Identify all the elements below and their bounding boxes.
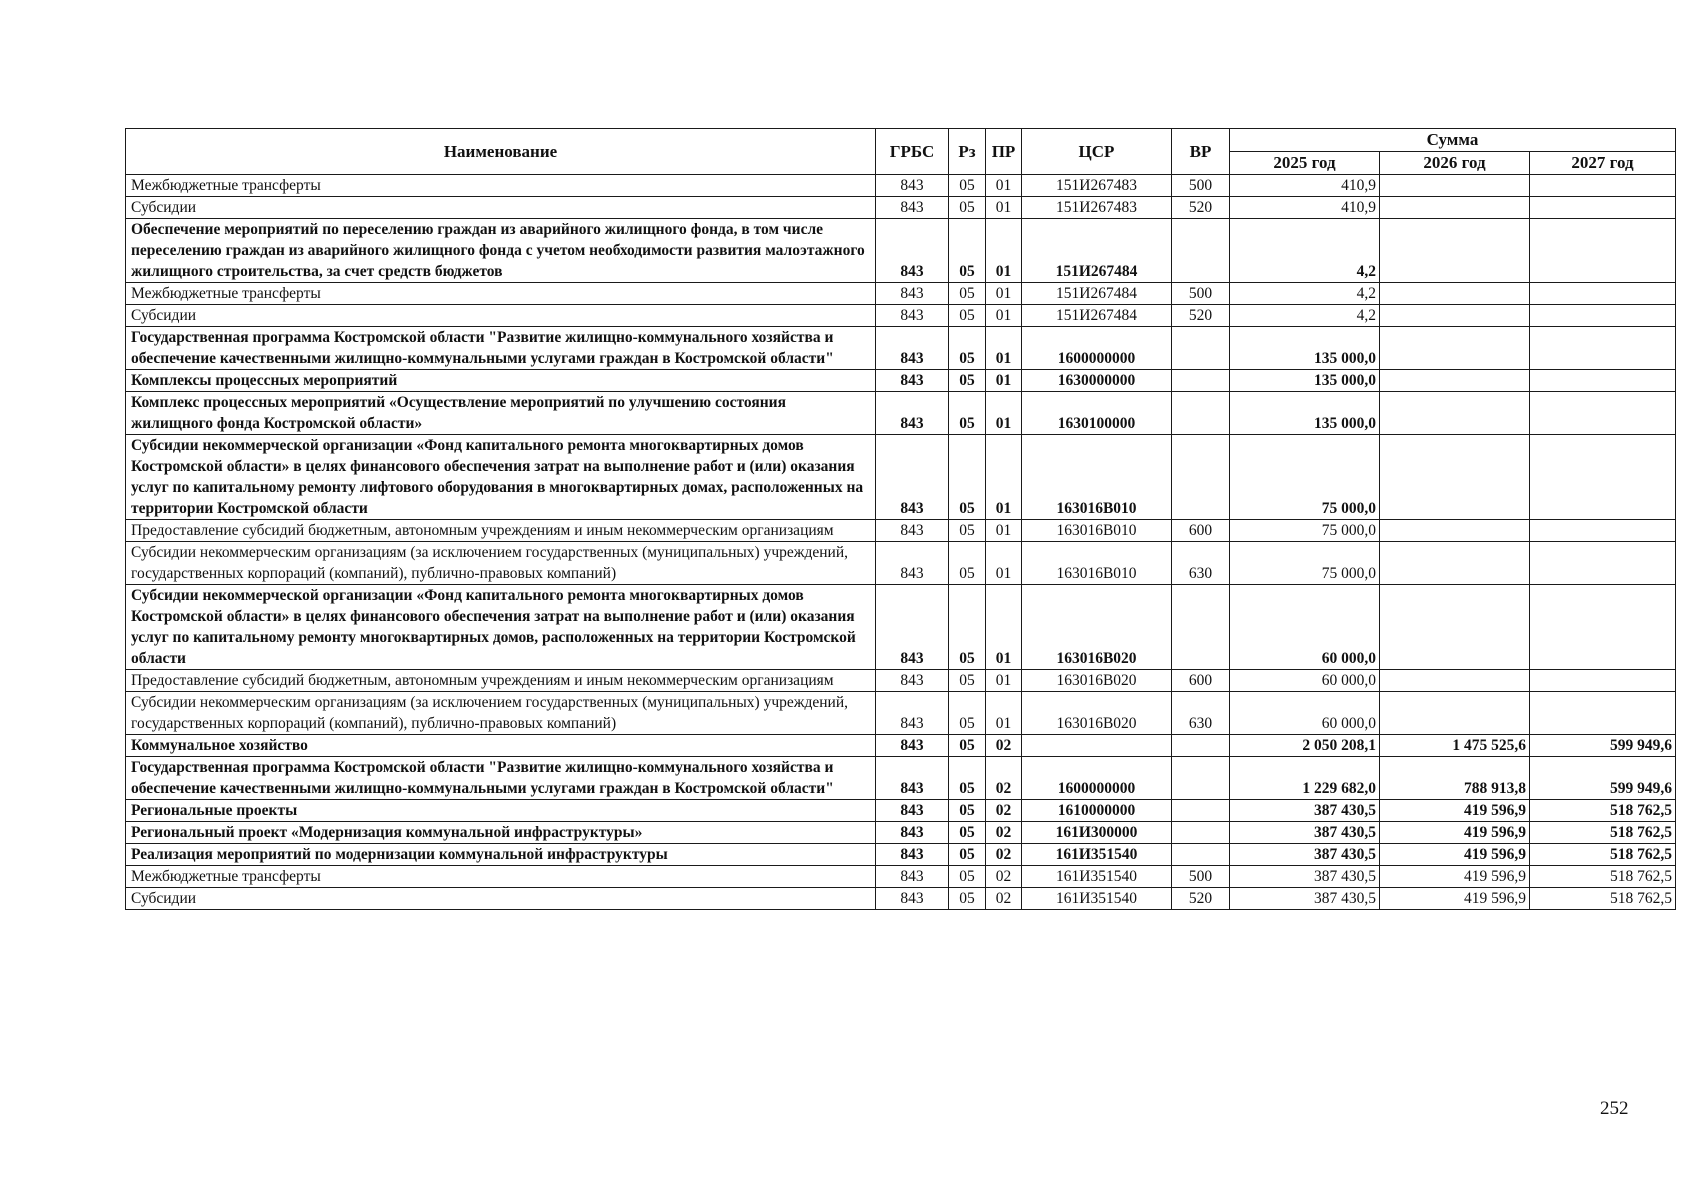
table-row <box>126 585 1676 670</box>
header-csr: ЦСР <box>1022 129 1172 175</box>
cell-vr <box>1172 585 1230 670</box>
cell-2027: 599 949,6 <box>1530 735 1676 757</box>
cell-pr: 02 <box>986 866 1022 888</box>
cell-csr: 163016В010 <box>1022 542 1172 585</box>
cell-2026 <box>1380 542 1530 585</box>
cell-2026 <box>1380 197 1530 219</box>
cell-2027: 518 762,5 <box>1530 800 1676 822</box>
cell-pr: 01 <box>986 542 1022 585</box>
cell-pr: 01 <box>986 670 1022 692</box>
cell-2025: 387 430,5 <box>1230 822 1380 844</box>
cell-2026: 419 596,9 <box>1380 866 1530 888</box>
cell-2025: 410,9 <box>1230 197 1380 219</box>
cell-name: Региональные проекты <box>126 800 876 822</box>
cell-2027 <box>1530 197 1676 219</box>
cell-pr: 01 <box>986 370 1022 392</box>
cell-rz: 05 <box>949 197 986 219</box>
cell-grbs: 843 <box>876 370 949 392</box>
cell-2027 <box>1530 692 1676 735</box>
cell-2026 <box>1380 585 1530 670</box>
cell-name: Субсидии некоммерческой организации «Фонд капитального ремонта многоквартирных домов Костромской области» в целях финансового обеспечения затрат на выполнение работ и (или) оказания услуг по капитальному ремонту лифтового оборудования в многоквартирных домах, расположенных на территории Костромской области <box>126 435 876 520</box>
cell-vr <box>1172 822 1230 844</box>
cell-csr: 161И351540 <box>1022 844 1172 866</box>
cell-csr: 163016В020 <box>1022 670 1172 692</box>
cell-rz: 05 <box>949 542 986 585</box>
table-row <box>126 735 1676 757</box>
table-row <box>126 800 1676 822</box>
cell-grbs: 843 <box>876 800 949 822</box>
cell-grbs: 843 <box>876 435 949 520</box>
cell-rz: 05 <box>949 305 986 327</box>
cell-vr: 520 <box>1172 305 1230 327</box>
table-row <box>126 219 1676 283</box>
cell-name: Предоставление субсидий бюджетным, автономным учреждениям и иным некоммерческим организациям <box>126 670 876 692</box>
cell-2027 <box>1530 219 1676 283</box>
table-row <box>126 888 1676 910</box>
cell-grbs: 843 <box>876 327 949 370</box>
cell-pr: 01 <box>986 283 1022 305</box>
cell-2027 <box>1530 327 1676 370</box>
cell-2027: 518 762,5 <box>1530 822 1676 844</box>
cell-vr: 630 <box>1172 542 1230 585</box>
cell-2027: 518 762,5 <box>1530 888 1676 910</box>
cell-2026 <box>1380 435 1530 520</box>
cell-2025: 75 000,0 <box>1230 520 1380 542</box>
cell-rz: 05 <box>949 392 986 435</box>
cell-rz: 05 <box>949 692 986 735</box>
cell-name: Региональный проект «Модернизация коммунальной инфраструктуры» <box>126 822 876 844</box>
table-row <box>126 670 1676 692</box>
cell-pr: 02 <box>986 844 1022 866</box>
cell-pr: 01 <box>986 692 1022 735</box>
cell-name: Субсидии некоммерческой организации «Фонд капитального ремонта многоквартирных домов Костромской области» в целях финансового обеспечения затрат на выполнение работ и (или) оказания услуг по капитальному ремонту многоквартирных домов, расположенных на территории Костромской области <box>126 585 876 670</box>
cell-rz: 05 <box>949 800 986 822</box>
cell-rz: 05 <box>949 888 986 910</box>
cell-pr: 01 <box>986 435 1022 520</box>
cell-vr: 520 <box>1172 197 1230 219</box>
cell-csr: 161И351540 <box>1022 888 1172 910</box>
table-row <box>126 197 1676 219</box>
cell-csr: 161И351540 <box>1022 866 1172 888</box>
cell-csr: 163016В020 <box>1022 585 1172 670</box>
cell-csr: 1630000000 <box>1022 370 1172 392</box>
cell-2026 <box>1380 219 1530 283</box>
cell-2026: 419 596,9 <box>1380 822 1530 844</box>
cell-name: Предоставление субсидий бюджетным, автономным учреждениям и иным некоммерческим организациям <box>126 520 876 542</box>
cell-csr: 1600000000 <box>1022 327 1172 370</box>
cell-2025: 4,2 <box>1230 219 1380 283</box>
cell-grbs: 843 <box>876 822 949 844</box>
header-pr: ПР <box>986 129 1022 175</box>
cell-grbs: 843 <box>876 844 949 866</box>
cell-grbs: 843 <box>876 392 949 435</box>
cell-csr: 151И267484 <box>1022 305 1172 327</box>
cell-name: Комплекс процессных мероприятий «Осуществление мероприятий по улучшению состояния жилищного фонда Костромской области» <box>126 392 876 435</box>
cell-vr <box>1172 800 1230 822</box>
cell-2025: 387 430,5 <box>1230 800 1380 822</box>
cell-grbs: 843 <box>876 670 949 692</box>
cell-rz: 05 <box>949 327 986 370</box>
cell-2027 <box>1530 175 1676 197</box>
cell-vr <box>1172 844 1230 866</box>
header-sum: Сумма <box>1230 129 1676 152</box>
cell-grbs: 843 <box>876 757 949 800</box>
cell-grbs: 843 <box>876 542 949 585</box>
cell-csr: 151И267484 <box>1022 283 1172 305</box>
cell-pr: 02 <box>986 735 1022 757</box>
cell-grbs: 843 <box>876 175 949 197</box>
cell-2026 <box>1380 520 1530 542</box>
cell-2027: 518 762,5 <box>1530 866 1676 888</box>
cell-grbs: 843 <box>876 735 949 757</box>
cell-csr: 151И267484 <box>1022 219 1172 283</box>
cell-name: Межбюджетные трансферты <box>126 866 876 888</box>
table-body <box>126 175 1676 910</box>
cell-2025: 135 000,0 <box>1230 370 1380 392</box>
cell-name: Субсидии <box>126 305 876 327</box>
cell-2025: 75 000,0 <box>1230 542 1380 585</box>
cell-2026 <box>1380 305 1530 327</box>
table-row <box>126 175 1676 197</box>
table-row <box>126 866 1676 888</box>
header-name: Наименование <box>126 129 876 175</box>
cell-pr: 01 <box>986 520 1022 542</box>
header-rz: Рз <box>949 129 986 175</box>
cell-2025: 60 000,0 <box>1230 670 1380 692</box>
cell-csr: 1630100000 <box>1022 392 1172 435</box>
cell-2026: 419 596,9 <box>1380 888 1530 910</box>
cell-2026: 419 596,9 <box>1380 800 1530 822</box>
cell-vr: 500 <box>1172 283 1230 305</box>
cell-rz: 05 <box>949 520 986 542</box>
cell-pr: 02 <box>986 757 1022 800</box>
cell-vr <box>1172 435 1230 520</box>
cell-2027 <box>1530 520 1676 542</box>
cell-csr: 163016В010 <box>1022 435 1172 520</box>
cell-vr <box>1172 327 1230 370</box>
cell-2027 <box>1530 305 1676 327</box>
cell-2025: 1 229 682,0 <box>1230 757 1380 800</box>
cell-2026 <box>1380 692 1530 735</box>
cell-pr: 02 <box>986 800 1022 822</box>
cell-pr: 01 <box>986 305 1022 327</box>
cell-vr: 600 <box>1172 520 1230 542</box>
cell-2027 <box>1530 370 1676 392</box>
cell-rz: 05 <box>949 175 986 197</box>
cell-name: Коммунальное хозяйство <box>126 735 876 757</box>
cell-2027 <box>1530 670 1676 692</box>
cell-csr: 151И267483 <box>1022 197 1172 219</box>
cell-vr <box>1172 757 1230 800</box>
header-vr: ВР <box>1172 129 1230 175</box>
cell-rz: 05 <box>949 283 986 305</box>
cell-name: Обеспечение мероприятий по переселению граждан из аварийного жилищного фонда, в том числе переселению граждан из аварийного жилищного фонда с учетом необходимости развития малоэтажного жилищного строительства, за счет средств бюджетов <box>126 219 876 283</box>
cell-name: Государственная программа Костромской области "Развитие жилищно-коммунального хозяйства и обеспечение качественными жилищно-коммунальными услугами граждан в Костромской области" <box>126 757 876 800</box>
cell-grbs: 843 <box>876 197 949 219</box>
cell-rz: 05 <box>949 735 986 757</box>
cell-csr <box>1022 735 1172 757</box>
cell-2026: 1 475 525,6 <box>1380 735 1530 757</box>
cell-vr: 500 <box>1172 866 1230 888</box>
cell-2026 <box>1380 670 1530 692</box>
cell-grbs: 843 <box>876 219 949 283</box>
cell-2025: 4,2 <box>1230 305 1380 327</box>
cell-vr: 630 <box>1172 692 1230 735</box>
cell-2025: 387 430,5 <box>1230 866 1380 888</box>
cell-2026 <box>1380 283 1530 305</box>
cell-pr: 02 <box>986 888 1022 910</box>
cell-2026 <box>1380 392 1530 435</box>
cell-rz: 05 <box>949 844 986 866</box>
cell-2025: 75 000,0 <box>1230 435 1380 520</box>
cell-name: Государственная программа Костромской области "Развитие жилищно-коммунального хозяйства и обеспечение качественными жилищно-коммунальными услугами граждан в Костромской области" <box>126 327 876 370</box>
cell-rz: 05 <box>949 435 986 520</box>
cell-vr: 600 <box>1172 670 1230 692</box>
header-year-2027: 2027 год <box>1530 152 1676 175</box>
cell-2025: 2 050 208,1 <box>1230 735 1380 757</box>
cell-2025: 387 430,5 <box>1230 888 1380 910</box>
cell-2026 <box>1380 327 1530 370</box>
header-grbs: ГРБС <box>876 129 949 175</box>
cell-csr: 163016В020 <box>1022 692 1172 735</box>
table-row <box>126 305 1676 327</box>
cell-2027: 518 762,5 <box>1530 844 1676 866</box>
header-year-2025: 2025 год <box>1230 152 1380 175</box>
cell-csr: 163016В010 <box>1022 520 1172 542</box>
cell-2027 <box>1530 435 1676 520</box>
cell-vr <box>1172 392 1230 435</box>
cell-2027 <box>1530 283 1676 305</box>
cell-pr: 01 <box>986 175 1022 197</box>
cell-pr: 01 <box>986 197 1022 219</box>
page-number: 252 <box>1600 1098 1629 1119</box>
cell-grbs: 843 <box>876 888 949 910</box>
cell-name: Субсидии некоммерческим организациям (за исключением государственных (муниципальных) учреждений, государственных корпораций (компаний), публично-правовых компаний) <box>126 692 876 735</box>
table-row <box>126 757 1676 800</box>
cell-rz: 05 <box>949 370 986 392</box>
cell-2027: 599 949,6 <box>1530 757 1676 800</box>
cell-rz: 05 <box>949 585 986 670</box>
cell-vr <box>1172 370 1230 392</box>
cell-2025: 135 000,0 <box>1230 327 1380 370</box>
cell-pr: 01 <box>986 219 1022 283</box>
header-year-2026: 2026 год <box>1380 152 1530 175</box>
cell-csr: 1600000000 <box>1022 757 1172 800</box>
cell-csr: 1610000000 <box>1022 800 1172 822</box>
table-row <box>126 392 1676 435</box>
cell-grbs: 843 <box>876 305 949 327</box>
cell-rz: 05 <box>949 219 986 283</box>
cell-grbs: 843 <box>876 520 949 542</box>
cell-rz: 05 <box>949 866 986 888</box>
cell-name: Субсидии <box>126 888 876 910</box>
cell-pr: 01 <box>986 585 1022 670</box>
table-row <box>126 520 1676 542</box>
cell-2027 <box>1530 585 1676 670</box>
cell-grbs: 843 <box>876 692 949 735</box>
cell-name: Межбюджетные трансферты <box>126 283 876 305</box>
cell-vr: 520 <box>1172 888 1230 910</box>
cell-2025: 135 000,0 <box>1230 392 1380 435</box>
cell-name: Субсидии <box>126 197 876 219</box>
cell-pr: 01 <box>986 392 1022 435</box>
cell-2025: 387 430,5 <box>1230 844 1380 866</box>
cell-vr <box>1172 219 1230 283</box>
cell-grbs: 843 <box>876 283 949 305</box>
table-row <box>126 692 1676 735</box>
cell-2026: 419 596,9 <box>1380 844 1530 866</box>
cell-2026: 788 913,8 <box>1380 757 1530 800</box>
cell-rz: 05 <box>949 670 986 692</box>
table-row <box>126 283 1676 305</box>
cell-pr: 01 <box>986 327 1022 370</box>
cell-csr: 161И300000 <box>1022 822 1172 844</box>
cell-name: Реализация мероприятий по модернизации коммунальной инфраструктуры <box>126 844 876 866</box>
table-row <box>126 822 1676 844</box>
cell-2027 <box>1530 392 1676 435</box>
table-row <box>126 435 1676 520</box>
table-row <box>126 844 1676 866</box>
cell-pr: 02 <box>986 822 1022 844</box>
table-row <box>126 542 1676 585</box>
cell-2026 <box>1380 370 1530 392</box>
cell-grbs: 843 <box>876 585 949 670</box>
table-header-row <box>126 129 1676 152</box>
cell-name: Комплексы процессных мероприятий <box>126 370 876 392</box>
cell-vr <box>1172 735 1230 757</box>
cell-2026 <box>1380 175 1530 197</box>
budget-table <box>125 128 1676 910</box>
cell-vr: 500 <box>1172 175 1230 197</box>
cell-2025: 60 000,0 <box>1230 585 1380 670</box>
cell-rz: 05 <box>949 822 986 844</box>
cell-rz: 05 <box>949 757 986 800</box>
cell-2025: 60 000,0 <box>1230 692 1380 735</box>
cell-2027 <box>1530 542 1676 585</box>
cell-2025: 410,9 <box>1230 175 1380 197</box>
table-row <box>126 370 1676 392</box>
cell-csr: 151И267483 <box>1022 175 1172 197</box>
cell-name: Межбюджетные трансферты <box>126 175 876 197</box>
cell-grbs: 843 <box>876 866 949 888</box>
cell-name: Субсидии некоммерческим организациям (за исключением государственных (муниципальных) учреждений, государственных корпораций (компаний), публично-правовых компаний) <box>126 542 876 585</box>
cell-2025: 4,2 <box>1230 283 1380 305</box>
table-row <box>126 327 1676 370</box>
